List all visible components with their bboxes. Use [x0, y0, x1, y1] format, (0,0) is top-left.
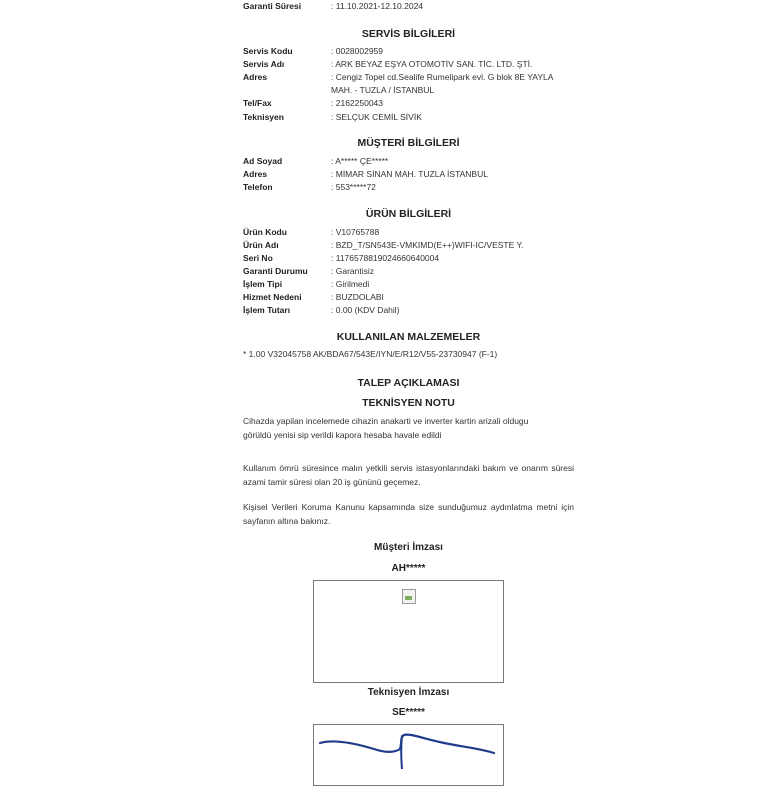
service-technician-value: : SELÇUK CEMİL SİVİK [331, 111, 573, 124]
service-phone-label: Tel/Fax [243, 98, 272, 108]
product-code-label: Ürün Kodu [243, 227, 287, 237]
product-operation-type-label: İşlem Tipi [243, 279, 283, 289]
warranty-label: Garanti Süresi [243, 1, 302, 11]
broken-image-icon [402, 589, 416, 604]
product-serial-label: Seri No [243, 253, 273, 263]
product-warranty-status-value: : Garantisiz [331, 265, 573, 278]
customer-name-value: : A***** ÇE***** [331, 155, 573, 168]
service-phone-value: : 2162250043 [331, 97, 573, 110]
customer-phone-value: : 553*****72 [331, 181, 573, 194]
product-name-value: : BZD_T/SN543E-VMKIMD(E++)WIFI-IC/VESTE Y. [331, 239, 573, 252]
product-service-reason-label: Hizmet Nedeni [243, 292, 302, 302]
service-name-label: Servis Adı [243, 59, 285, 69]
customer-name-label: Ad Soyad [243, 156, 283, 166]
request-heading: TALEP AÇIKLAMASI [357, 377, 460, 389]
product-code-value: : V10765788 [331, 226, 573, 239]
product-amount-label: İşlem Tutarı [243, 305, 291, 315]
product-warranty-status-label: Garanti Durumu [243, 266, 308, 276]
customer-address-value: : MİMAR SİNAN MAH. TUZLA İSTANBUL [331, 168, 573, 181]
product-service-reason-value: : BUZDOLABI [331, 291, 573, 304]
technician-signature-name: SE***** [392, 707, 425, 718]
product-amount-value: : 0.00 (KDV Dahil) [331, 304, 573, 317]
product-operation-type-value: : Girilmedi [331, 278, 573, 291]
service-name-value: : ARK BEYAZ EŞYA OTOMOTİV SAN. TİC. LTD. ŞTİ. [331, 58, 573, 71]
tech-note-text: Cihazda yapilan incelemede cihazin anakarti ve inverter kartin arizali oldugu görüldü yenisi sip verildi kapora hesaba havale edildi [243, 416, 529, 440]
customer-signature-box [313, 580, 504, 683]
service-code-value: : 0028002959 [331, 45, 573, 58]
service-technician-label: Teknisyen [243, 112, 284, 122]
tech-note-heading: TEKNİSYEN NOTU [362, 397, 455, 409]
service-address-label: Adres [243, 72, 268, 82]
product-serial-value: : 1176578819024660640004 [331, 252, 573, 265]
materials-heading: KULLANILAN MALZEMELER [336, 331, 481, 343]
customer-signature-title: Müşteri İmzası [374, 542, 443, 553]
customer-phone-label: Telefon [243, 182, 273, 192]
technician-signature-title: Teknisyen İmzası [367, 687, 450, 698]
customer-heading: MÜŞTERİ BİLGİLERİ [357, 137, 460, 149]
materials-line: * 1.00 V32045758 AK/BDA67/543E/IYN/E/R12/V55-23730947 (F-1) [243, 349, 498, 359]
product-heading: ÜRÜN BİLGİLERİ [365, 208, 452, 220]
service-heading: SERVİS BİLGİLERİ [361, 28, 456, 40]
signature-drawing [314, 725, 503, 769]
service-duration-notice: Kullanım ömrü süresince malın yetkili servis istasyonlarındaki bakım ve onarım süresi azami tamir süresi olan 20 iş gününü geçemez. [243, 463, 574, 487]
service-address-value: : Cengiz Topel cd.Sealife Rumelipark evl. G blok 8E YAYLA MAH. - TUZLA / İSTANBUL [331, 71, 573, 97]
warranty-value: : 11.10.2021-12.10.2024 [331, 0, 573, 13]
kvkk-notice: Kişisel Verileri Koruma Kanunu kapsamında size sunduğumuz aydınlatma metni için sayfanın altına bakınız. [243, 502, 574, 526]
service-code-label: Servis Kodu [243, 46, 293, 56]
product-name-label: Ürün Adı [243, 240, 279, 250]
technician-signature-box [313, 724, 504, 786]
customer-address-label: Adres [243, 169, 268, 179]
customer-signature-name: AH***** [391, 563, 426, 574]
